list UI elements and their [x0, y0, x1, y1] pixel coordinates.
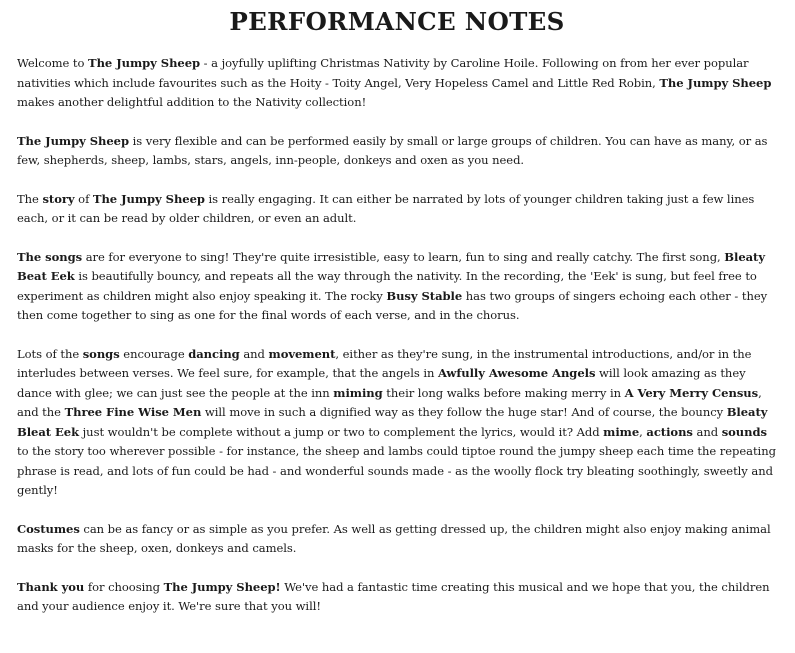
body-text: and [239, 346, 269, 361]
bold-text: movement [268, 346, 336, 361]
body-text: The [17, 191, 43, 206]
bold-text: Thank you [17, 579, 85, 594]
bold-text: miming [333, 385, 383, 400]
bold-text: songs [82, 346, 120, 361]
body-text: and [692, 424, 722, 439]
body-text: can be as fancy or as simple as you prefer. As well as getting dressed up, the children might also enjoy making animal masks for the sheep, oxen, donkeys and camels. [17, 521, 771, 555]
body-text: for choosing [84, 579, 164, 594]
bold-text: actions [646, 424, 693, 439]
bold-text: The Jumpy Sheep [17, 133, 129, 148]
body-text: will look amazing as they dance with glee; we can just see the people at the inn [17, 366, 746, 400]
body-text: to the story too wherever possible - for instance, the sheep and lambs could tiptoe round the jumpy sheep each time the repeating phrase is read, and lots of fun could be had - and wonderful sounds made - as the woolly flock try bleating soothingly, sweetly and gently! [17, 444, 776, 497]
bold-text: Busy Stable [386, 288, 463, 303]
paragraph [17, 190, 777, 229]
body-text: is very flexible and can be performed easily by small or large groups of children. You can have as many, or as few, shepherds, sheep, lambs, stars, angels, inn-people, donkeys and oxen as you need. [17, 133, 768, 167]
bold-text: A Very Merry Census [624, 385, 759, 400]
body-text: has two groups of singers echoing each other - they then come together to sing as one for the final words of each verse, and in the chorus. [17, 288, 768, 322]
bold-text: The Jumpy Sheep [92, 191, 205, 206]
bold-text: Bleaty Bleat Eek [17, 405, 768, 439]
bold-text: story [42, 191, 75, 206]
bold-text: The Jumpy Sheep [659, 75, 772, 90]
paragraph [17, 132, 777, 171]
bold-text: Bleaty Beat Eek [17, 249, 765, 283]
body-text: just wouldn't be complete without a jump or two to complement the lyrics, would it? Add [79, 424, 604, 439]
body-text: Welcome to [17, 56, 89, 70]
body-text: , [639, 424, 647, 439]
bold-text: The songs [17, 249, 83, 264]
body-text: makes another delightful addition to the Nativity collection! [17, 95, 367, 109]
paragraph [17, 578, 777, 617]
body-text: will move in such a dignified way as they follow the huge star! And of course, the bouncy [201, 405, 727, 419]
body-text: are for everyone to sing! They're quite irresistible, easy to learn, fun to sing and really catchy. The first song, [82, 249, 725, 264]
bold-text: Awfully Awesome Angels [437, 366, 596, 380]
body-text: We've had a fantastic time creating this musical and we hope that you, the children and your audience enjoy it. We're sure that you will! [17, 579, 770, 613]
paragraph [17, 345, 777, 501]
bold-text: The Jumpy Sheep [88, 56, 201, 70]
body-text: - a joyfully uplifting Christmas Nativity by Caroline Hoile. Following on from her ever popular nativities which include favourites such as the Hoity - Toity Angel, Very Hopeless Camel and Little Red Robin, [17, 56, 749, 90]
body-text: is beautifully bouncy, and repeats all the way through the nativity. In the recording, the 'Eek' is sung, but feel free to experiment as children might also enjoy speaking it. The rocky [17, 269, 757, 303]
bold-text: Costumes [17, 521, 80, 536]
body-text: of [74, 191, 93, 206]
document-body [17, 54, 777, 617]
bold-text: mime [603, 424, 640, 439]
body-text: is really engaging. It can either be narrated by lots of younger children taking just a few lines each, or it can be read by older children, or even an adult. [17, 191, 755, 225]
bold-text: The Jumpy Sheep! [163, 579, 281, 594]
paragraph [17, 54, 777, 113]
body-text: their long walks before making merry in [382, 385, 625, 400]
bold-text: Three Fine Wise Men [64, 405, 202, 419]
bold-text: dancing [188, 346, 240, 361]
bold-text: sounds [721, 424, 767, 439]
page-title: PERFORMANCE NOTES [229, 7, 565, 36]
body-text: , either as they're sung, in the instrumental introductions, and/or in the interludes between verses. We feel sure, for example, that the angels in [17, 346, 752, 380]
paragraph [17, 248, 777, 326]
body-text: , and the [17, 385, 762, 419]
body-text: encourage [119, 346, 189, 361]
paragraph [17, 520, 777, 559]
body-text: Lots of the [17, 346, 83, 361]
